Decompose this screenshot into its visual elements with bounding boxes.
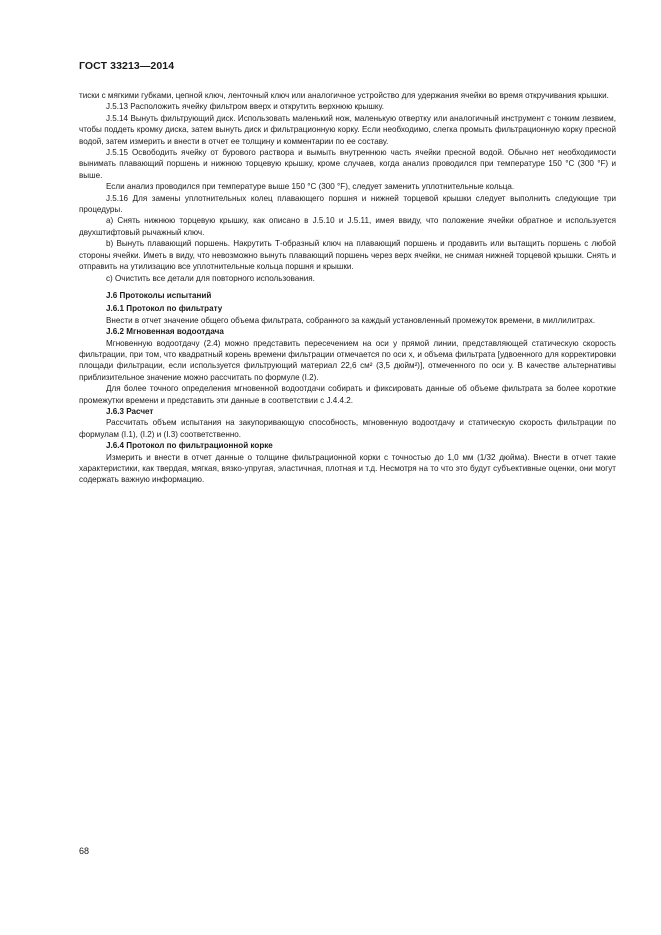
paragraph-j6-1: Внести в отчет значение общего объема фильтрата, собранного за каждый установленный промежуток времени, в миллилитрах. [106,315,596,325]
paragraph-j6-3: Рассчитать объем испытания на закупоривающую способность, мгновенную водоотдачу и статическую скорость фильтрации по формулам (I.1), (I.2) и (I.3) соответственно. [79,418,616,439]
paragraph-j6-2-a: Мгновенную водоотдачу (2.4) можно представить пересечением на оси у прямой линии, представляющей статическую скорость фильтрации, при том, что квадратный корень времени фильтрации отмечается по оси х, и объема фильтрата [удвоенного для корректировки площади фильтрации, если используется фильтрующий материал 22,6 см² (3,5 дюйм²)], отмеченного по оси у. В качестве альтернативы приблизительное значение можно рассчитать по формуле (I.2). [79,338,616,382]
paragraph-continuation: тиски с мягкими губками, цепной ключ, ленточный ключ или аналогичное устройство для удержания ячейки во время откручивания крышки. [79,91,609,100]
subsection-heading-j6-3: J.6.3 Расчет [106,406,154,416]
list-item-a: а) Снять нижнюю торцевую крышку, как описано в J.5.10 и J.5.11, имея ввиду, что положение ячейки обратное и используется двухштифтовый рычажный ключ. [79,216,616,237]
list-item-b: b) Вынуть плавающий поршень. Накрутить Т-образный ключ на плавающий поршень и продавить или вытащить поршень с любой стороны ячейки. Иметь в виду, что невозможно вынуть плавающий поршень через верх ячейки, не снимая нижней торцевой крышки. Снять и отправить на утилизацию все уплотнительные кольца поршня и крышки. [79,239,616,272]
section-heading-j6: J.6 Протоколы испытаний [106,290,212,300]
paragraph-j5-16: J.5.16 Для замены уплотнительных колец плавающего поршня и нижней торцевой крышки следует выполнить следующие три процедуры. [79,193,616,215]
document-header: ГОСТ 33213—2014 [79,60,175,72]
page-number: 68 [79,846,90,856]
subsection-heading-j6-4: J.6.4 Протокол по фильтрационной корке [106,441,273,451]
paragraph-temperature-note: Если анализ проводился при температуре выше 150 °С (300 °F), следует заменить уплотнительные кольца. [106,182,515,192]
paragraph-j5-14: J.5.14 Вынуть фильтрующий диск. Использовать маленький нож, маленькую отвертку или аналогичный инструмент с тонким лезвием, чтобы поддеть кромку диска, затем вынуть диск и фильтрационную корку. Если необходимо, слегка промыть фильтрационную корку пресной водой, затем измерить и внести в отчет ее толщину и комментарии по ее составу. [79,113,616,146]
paragraph-j6-4: Измерить и внести в отчет данные о толщине фильтрационной корки с точностью до 1,0 мм (1/32 дюйма). Внести в отчет такие характеристики, как твердая, мягкая, вязко-упругая, эластичная, плотная и т.д. Несмотря на то что это будут субъективные оценки, они могут содержать важную информацию. [79,452,616,485]
paragraph-j6-2-b: Для более точного определения мгновенной водоотдачи собирать и фиксировать данные об объеме фильтрата за более короткие промежутки времени и представить эти данные в соответствии с J.4.4.2. [79,384,616,405]
document-body [79,90,616,486]
subsection-heading-j6-2: J.6.2 Мгновенная водоотдача [106,327,224,337]
list-item-c: с) Очистить все детали для повторного использования. [106,273,315,283]
paragraph-j5-13: J.5.13 Расположить ячейку фильтром вверх и открутить верхнюю крышку. [106,102,384,112]
subsection-heading-j6-1: J.6.1 Протокол по фильтрату [106,304,223,314]
paragraph-j5-15: J.5.15 Освободить ячейку от бурового раствора и вымыть внутреннюю часть ячейки пресной водой. Обычно нет необходимости вынимать плавающий поршень и нижнюю торцевую крышку, кроме случаев, когда анализ проводился при температуре 150 °С (300 °F) и выше. [79,148,616,180]
